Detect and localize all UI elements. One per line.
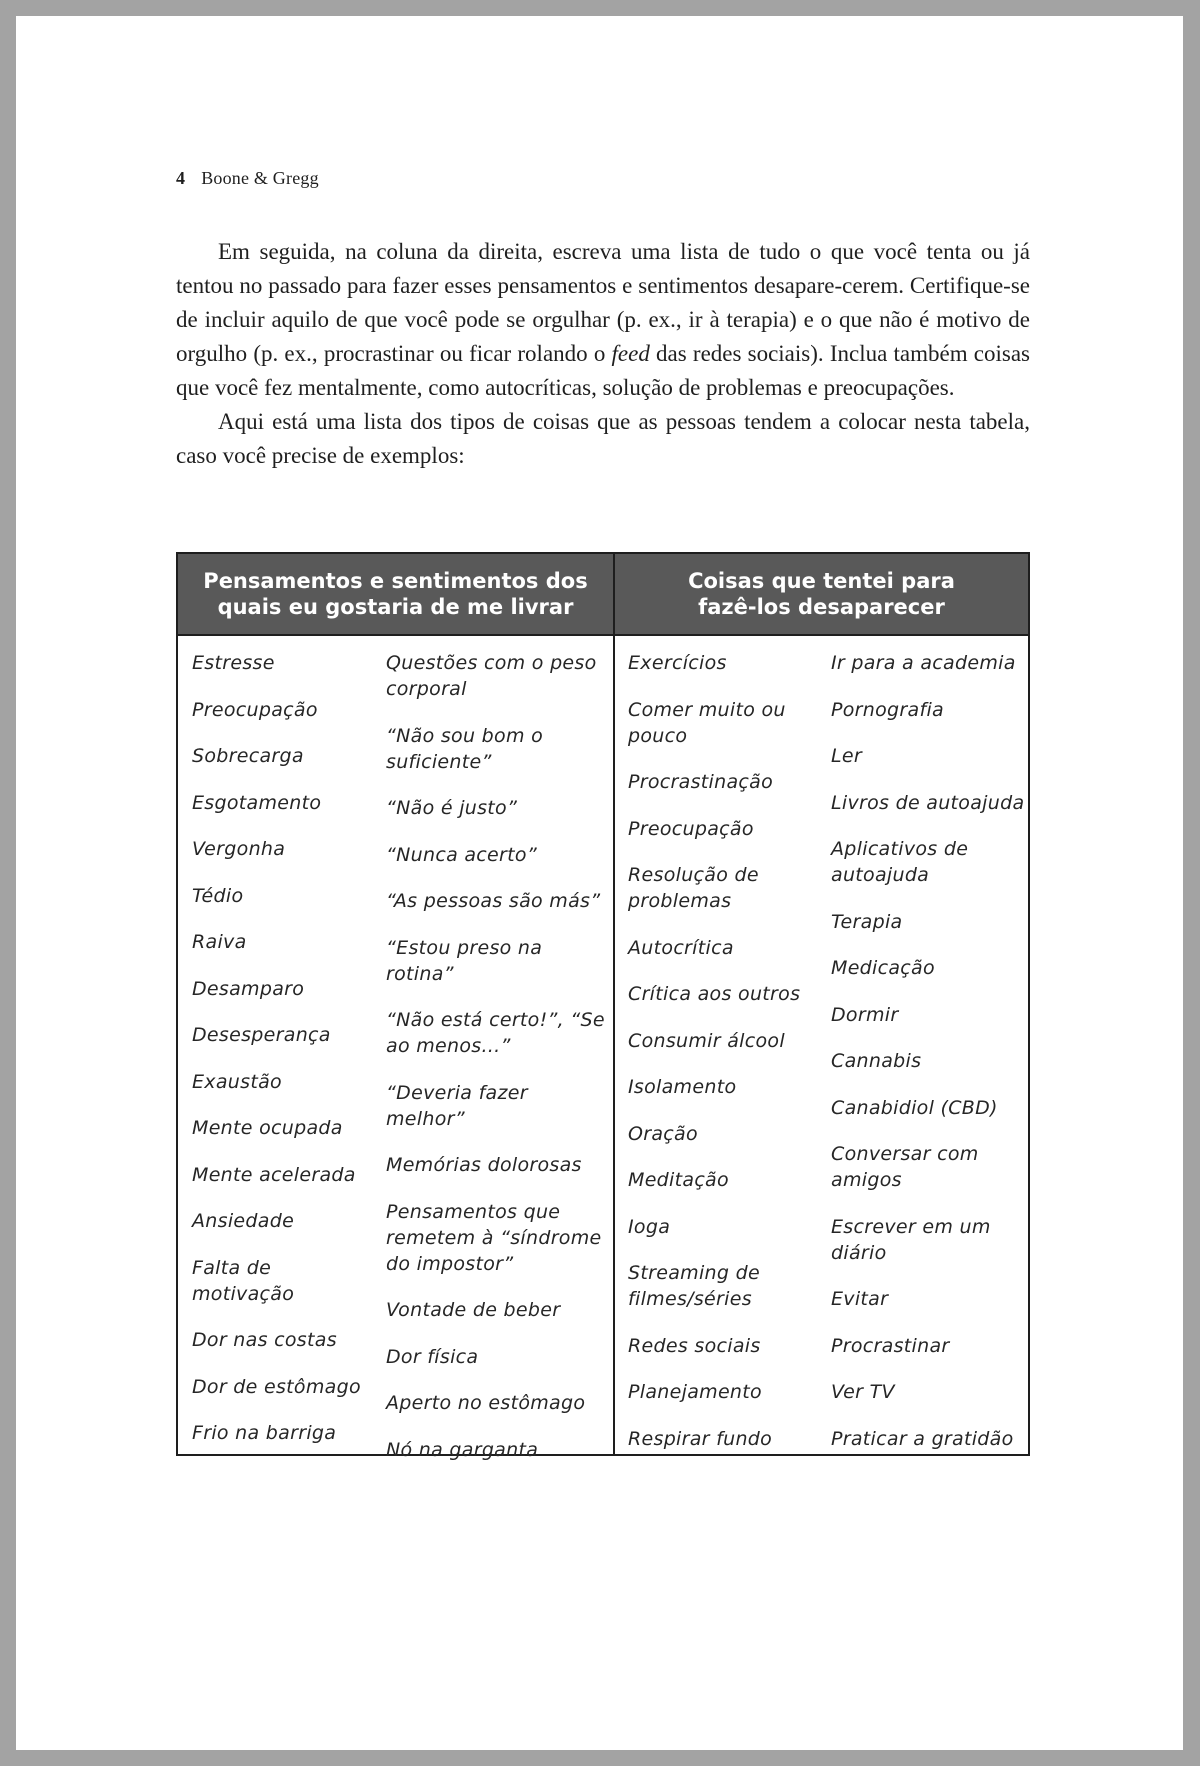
list-item: Desamparo bbox=[192, 977, 305, 1000]
list-item: Planejamento bbox=[628, 1381, 762, 1403]
list-item: Resolução de problemas bbox=[628, 864, 759, 912]
list-item: Dor física bbox=[386, 1345, 479, 1368]
thoughts-column-1 bbox=[192, 650, 367, 1467]
list-item: Oração bbox=[628, 1122, 698, 1145]
list-item: Medicação bbox=[831, 957, 935, 979]
list-item: “Não sou bom o suficiente” bbox=[386, 724, 544, 773]
author-names: Boone & Gregg bbox=[201, 168, 319, 188]
list-item: Frio na barriga bbox=[192, 1422, 337, 1444]
list-item: Canabidiol (CBD) bbox=[831, 1096, 998, 1119]
paragraph bbox=[176, 235, 1030, 405]
list-item: Tédio bbox=[192, 884, 244, 907]
list-item: Consumir álcool bbox=[628, 1029, 785, 1052]
list-item: Pensamentos que remetem à “síndrome do impostor” bbox=[386, 1200, 602, 1275]
emphasis-text: feed bbox=[611, 341, 650, 366]
list-item: Ler bbox=[831, 745, 862, 767]
list-item: Escrever em um diário bbox=[831, 1215, 991, 1264]
list-item: “As pessoas são más” bbox=[386, 890, 601, 912]
list-item: Raiva bbox=[192, 931, 247, 953]
list-item: Aperto no estômago bbox=[386, 1392, 586, 1414]
examples-table bbox=[176, 552, 1030, 1461]
list-item: Esgotamento bbox=[192, 791, 322, 814]
list-item: Vontade de beber bbox=[386, 1299, 561, 1321]
actions-column-2 bbox=[831, 650, 1026, 1472]
paragraph-text: das redes sociais). Inclua também coisas que você fez mentalmente, como autocríticas, solução de problemas e preocupações. bbox=[176, 341, 1030, 400]
page-number: 4 bbox=[176, 168, 186, 188]
list-item: Nó na garganta bbox=[386, 1438, 539, 1461]
list-item: Isolamento bbox=[628, 1076, 737, 1098]
list-item: Redes sociais bbox=[628, 1334, 761, 1357]
list-item: Preocupação bbox=[192, 698, 318, 721]
list-item: Terapia bbox=[831, 910, 903, 933]
list-item: Estresse bbox=[192, 652, 275, 674]
list-item: “Não está certo!”, “Se ao menos...” bbox=[386, 1009, 605, 1057]
table-header bbox=[178, 554, 1028, 636]
list-item: Streaming de filmes/séries bbox=[628, 1262, 760, 1310]
list-item: Meditação bbox=[628, 1169, 729, 1191]
list-item: Aplicativos de autoajuda bbox=[831, 838, 969, 886]
list-item: Respirar fundo bbox=[628, 1427, 773, 1450]
paragraph-text: Em seguida, na coluna da direita, escreva uma lista de tudo o que você tenta ou já tentou no passado para fazer esses pensamentos e sentimentos desapare-cerem. Certifique-se de incluir aquilo de que você pode se orgulhar (p. ex., ir à terapia) e o que não é motivo de orgulho (p. ex., procrastinar ou ficar rolando o bbox=[176, 239, 1030, 366]
list-item: Exercícios bbox=[628, 652, 727, 674]
paragraph-text: Aqui está uma lista dos tipos de coisas que as pessoas tendem a colocar nesta tabela, caso você precise de exemplos: bbox=[176, 409, 1030, 468]
list-item: Questões com o peso corporal bbox=[386, 652, 597, 700]
list-item: Memórias dolorosas bbox=[386, 1154, 582, 1176]
list-item: Sobrecarga bbox=[192, 745, 304, 767]
list-item: Praticar a gratidão bbox=[831, 1427, 1014, 1450]
actions-column-1 bbox=[628, 650, 813, 1472]
body-text bbox=[176, 235, 1030, 473]
list-item: Dor de estômago bbox=[192, 1375, 361, 1398]
list-item: Conversar com amigos bbox=[831, 1143, 979, 1191]
list-item: Desesperança bbox=[192, 1024, 331, 1046]
list-item: “Não é justo” bbox=[386, 797, 518, 819]
list-item: Crítica aos outros bbox=[628, 983, 801, 1005]
list-item: Ansiedade bbox=[192, 1210, 295, 1232]
list-item: Ver TV bbox=[831, 1381, 895, 1403]
running-head bbox=[176, 168, 319, 189]
column-divider bbox=[613, 554, 615, 1454]
list-item: Procrastinação bbox=[628, 771, 774, 793]
list-item: Livros de autoajuda bbox=[831, 791, 1025, 814]
list-item: Pornografia bbox=[831, 698, 944, 721]
book-page bbox=[16, 16, 1183, 1750]
list-item: Exaustão bbox=[192, 1070, 282, 1093]
header-line: Pensamentos e sentimentos dos bbox=[203, 569, 588, 593]
list-item: Preocupação bbox=[628, 817, 754, 840]
list-item: Falta de motivação bbox=[192, 1256, 295, 1305]
header-line: fazê-los desaparecer bbox=[698, 595, 945, 619]
list-item: Evitar bbox=[831, 1288, 889, 1310]
header-line: quais eu gostaria de me livrar bbox=[217, 595, 574, 619]
list-item: Comer muito ou pouco bbox=[628, 698, 786, 747]
list-item: “Deveria fazer melhor” bbox=[386, 1081, 528, 1130]
list-item: Mente acelerada bbox=[192, 1163, 356, 1186]
list-item: Ioga bbox=[628, 1215, 671, 1238]
header-things-tried bbox=[615, 554, 1028, 634]
list-item: Ir para a academia bbox=[831, 652, 1016, 674]
list-item: Vergonha bbox=[192, 838, 286, 860]
list-item: “Nunca acerto” bbox=[386, 843, 537, 866]
header-thoughts-feelings bbox=[178, 554, 613, 634]
list-item: “Estou preso na rotina” bbox=[386, 936, 543, 985]
header-line: Coisas que tentei para bbox=[688, 569, 955, 593]
thoughts-column-2 bbox=[386, 650, 608, 1483]
list-item: Mente ocupada bbox=[192, 1117, 343, 1139]
list-item: Cannabis bbox=[831, 1050, 922, 1072]
list-item: Procrastinar bbox=[831, 1334, 950, 1357]
list-item: Dor nas costas bbox=[192, 1329, 337, 1351]
list-item: Autocrítica bbox=[628, 936, 734, 959]
list-item: Dormir bbox=[831, 1003, 899, 1026]
paragraph bbox=[176, 405, 1030, 473]
